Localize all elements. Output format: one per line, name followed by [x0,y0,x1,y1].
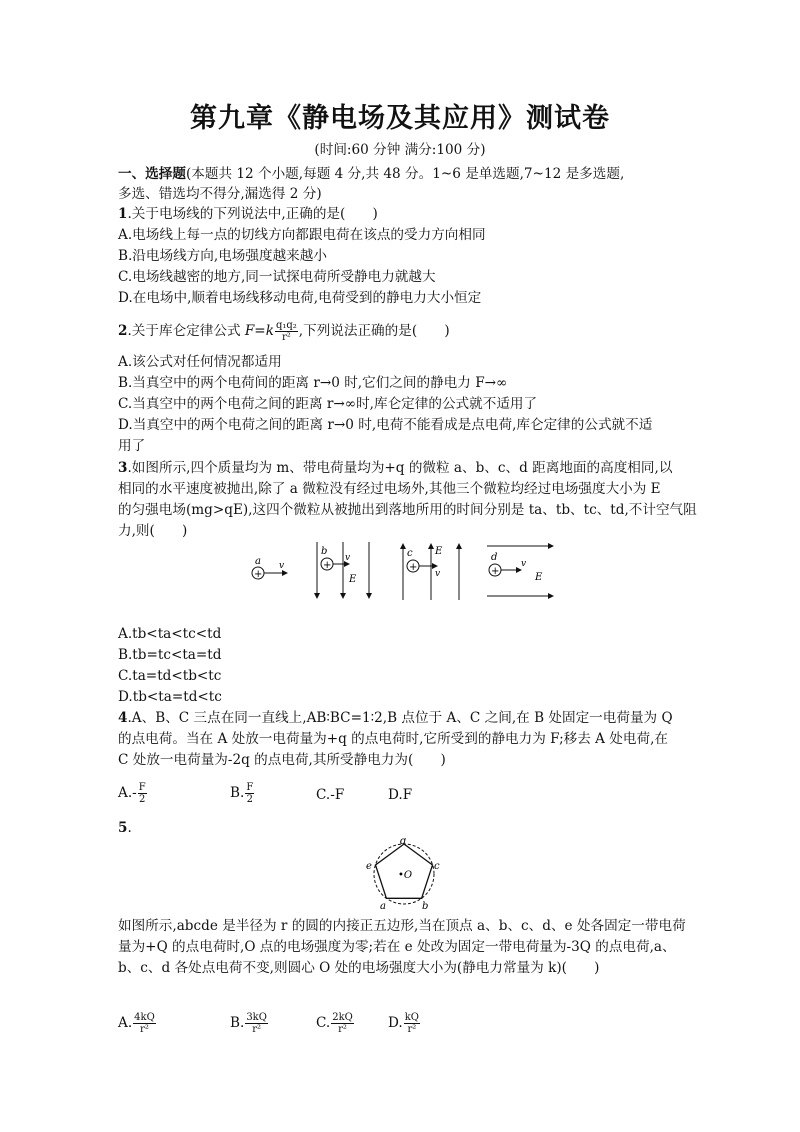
q5-option-c-fraction [331,1012,354,1035]
q3-line3: 的匀强电场(mg>qE),这四个微粒从被抛出到落地所用的时间分别是 ta、tb、tc、td,不计空气阻 [118,502,697,518]
q1-stem: .关于电场线的下列说法中,正确的是( ) [127,206,378,222]
q5-option-d-prefix: D. [388,1015,403,1031]
q3-label-v-d: v [521,559,527,569]
q3-label-b: b [321,546,328,557]
q3-plus-d: + [491,566,500,577]
q1-stem-line [118,204,378,224]
q5-line1: 如图所示,abcde 是半径为 r 的圆的内接正五边形,当在顶点 a、b、c、d、e 处各固定一带电荷 [118,918,686,934]
q5-label-e: e [366,861,372,872]
q5-option-a-num: 4kQ [134,1012,155,1023]
q5-option-a-fraction [133,1012,156,1035]
q5-label-b: b [422,901,429,910]
page-title: 第九章《静电场及其应用》测试卷 [190,103,610,134]
q5-line2: 量为+Q 的点电荷时,O 点的电场强度为零;若在 e 处改为固定一带电荷量为-3Q 的点电荷,a、 [118,939,676,955]
q4-option-a-prefix: A.- [118,785,137,801]
q1-number: 1 [118,206,128,222]
q1-option-a: A.电场线上每一点的切线方向都跟电荷在该点的受力方向相同 [118,227,486,243]
q3-line2: 相同的水平速度被抛出,除了 a 微粒没有经过电场外,其他三个微粒均经过电场强度大小为 E [118,481,661,497]
q5-number-line [118,818,132,838]
q4-option-b-num: F [246,782,254,793]
q2-stem-line [118,320,450,343]
q2-option-b: B.当真空中的两个电荷间的距离 r→0 时,它们之间的静电力 F→∞ [118,375,508,391]
q3-plus-a: + [254,569,263,580]
q5-option-d [388,1012,421,1035]
q3-label-v-c: v [435,569,441,579]
q5-label-a: a [380,901,386,910]
section1-heading: 一、选择题 [118,166,186,182]
q5-option-a [118,1012,157,1035]
q4-option-b-den: 2 [246,794,253,805]
q1-option-c: C.电场线越密的地方,同一试探电荷所受静电力就越大 [118,269,436,285]
q5-option-b-fraction [245,1012,268,1035]
q5-option-c-num: 2kQ [332,1012,353,1023]
q4-line3: C 处放一电荷量为-2q 的点电荷,其所受静电力为( ) [118,752,446,768]
q3-label-E-c: E [435,546,443,557]
q3-label-E-d: E [535,572,543,583]
q2-option-a: A.该公式对任何情况都适用 [118,354,282,370]
exam-info: (时间:60 分钟 满分:100 分) [314,142,486,158]
q3-field-c [403,544,459,600]
q5-option-d-num: kQ [404,1012,420,1023]
q4-number: 4 [118,710,128,726]
q2-option-c: C.当真空中的两个电荷之间的距离 r→∞时,库仑定律的公式就不适用了 [118,396,538,412]
q5-option-b-num: 3kQ [246,1012,267,1023]
q5-label-d: d [400,838,407,847]
q2-stem-post: ,下列说法正确的是( ) [298,323,450,339]
q3-stem-1: .如图所示,四个质量均为 m、带电荷量均为+q 的微粒 a、b、c、d 距离地面的高度相同,以 [127,460,673,476]
q4-option-b [230,782,255,805]
q2-option-d-line1: D.当真空中的两个电荷之间的距离 r→0 时,电荷不能看成是点电荷,库仑定律的公式就不适 [118,417,653,433]
q5-label-c: c [434,861,440,872]
q4-option-b-prefix: B. [230,785,245,801]
q2-stem-pre: .关于库仑定律公式 [127,323,245,339]
q3-label-v-a: v [279,561,285,571]
q3-label-a: a [255,556,261,567]
q4-stem-1: .A、B、C 三点在同一直线上,AB∶BC=1∶2,B 点位于 A、C 之间,在 B 处固定一电荷量为 Q [127,710,673,726]
q2-formula-fraction [275,320,298,343]
q5-option-d-den: r² [407,1024,417,1035]
q4-line2: 的点电荷。当在 A 处放一电荷量为+q 的点电荷时,它所受到的静电力为 F;移去 A 处电荷,在 [118,731,669,747]
q4-option-b-fraction [245,782,254,805]
q5-option-b-den: r² [252,1024,262,1035]
q3-label-c: c [407,548,413,559]
q5-dot: . [127,820,132,836]
q3-option-a: A.tb<ta<tc<td [118,626,222,642]
q3-field-b [317,542,369,598]
q3-line1 [118,458,672,478]
q2-formula-numerator: q₁q₂ [275,320,297,331]
q1-option-d: D.在电场中,顺着电场线移动电荷,电荷受到的静电力大小恒定 [118,290,482,306]
q5-option-d-fraction [404,1012,420,1035]
q2-number: 2 [118,323,128,339]
q5-line3: b、c、d 各处点电荷不变,则圆心 O 处的电场强度大小为(静电力常量为 k)( ) [118,960,600,976]
q3-label-d: d [491,552,498,563]
q5-number: 5 [118,820,128,836]
q5-option-c-prefix: C. [316,1015,331,1031]
q4-line1 [118,708,673,728]
q3-option-c: C.ta=td<tb<tc [118,668,222,684]
q3-number: 3 [118,460,128,476]
q4-option-a-num: F [138,782,146,793]
q5-option-c [316,1012,355,1035]
q5-option-c-den: r² [338,1024,347,1035]
q3-line4: 力,则( ) [118,523,188,539]
q3-label-v-b: v [345,553,351,563]
q5-option-a-den: r² [140,1024,149,1035]
q4-option-a-fraction [138,782,147,805]
section1-desc: (本题共 12 个小题,每题 4 分,共 48 分。1~6 是单选题,7~12 是多选题, [185,166,625,182]
q4-option-a [118,782,148,805]
q3-figure [245,538,565,604]
q4-option-c: C.-F [316,787,345,803]
q2-option-d-line2: 用了 [118,438,146,454]
q5-option-b-prefix: B. [230,1015,245,1031]
q4-option-a-den: 2 [139,794,146,805]
q3-option-b: B.tb=tc<ta=td [118,647,222,663]
q5-option-a-prefix: A. [118,1015,133,1031]
q3-option-d: D.tb<ta=td<tc [118,689,222,705]
q2-formula-lhs: F=k [244,323,274,339]
q4-option-d: D.F [388,787,413,803]
q3-label-E-b: E [349,574,357,585]
q3-plus-c: + [409,562,418,573]
q5-label-center: •O [398,870,413,881]
section1-desc-line2: 多选、错选均不得分,漏选得 2 分) [118,186,322,202]
q3-field-d [487,546,553,596]
q3-particle-a [252,556,287,580]
q2-formula-denominator: r² [281,332,291,343]
q5-pentagon-figure [360,838,450,910]
q3-plus-b: + [323,560,332,571]
section1-line1 [118,164,624,184]
q1-option-b: B.沿电场线方向,电场强度越来越小 [118,248,327,264]
q5-option-b [230,1012,269,1035]
